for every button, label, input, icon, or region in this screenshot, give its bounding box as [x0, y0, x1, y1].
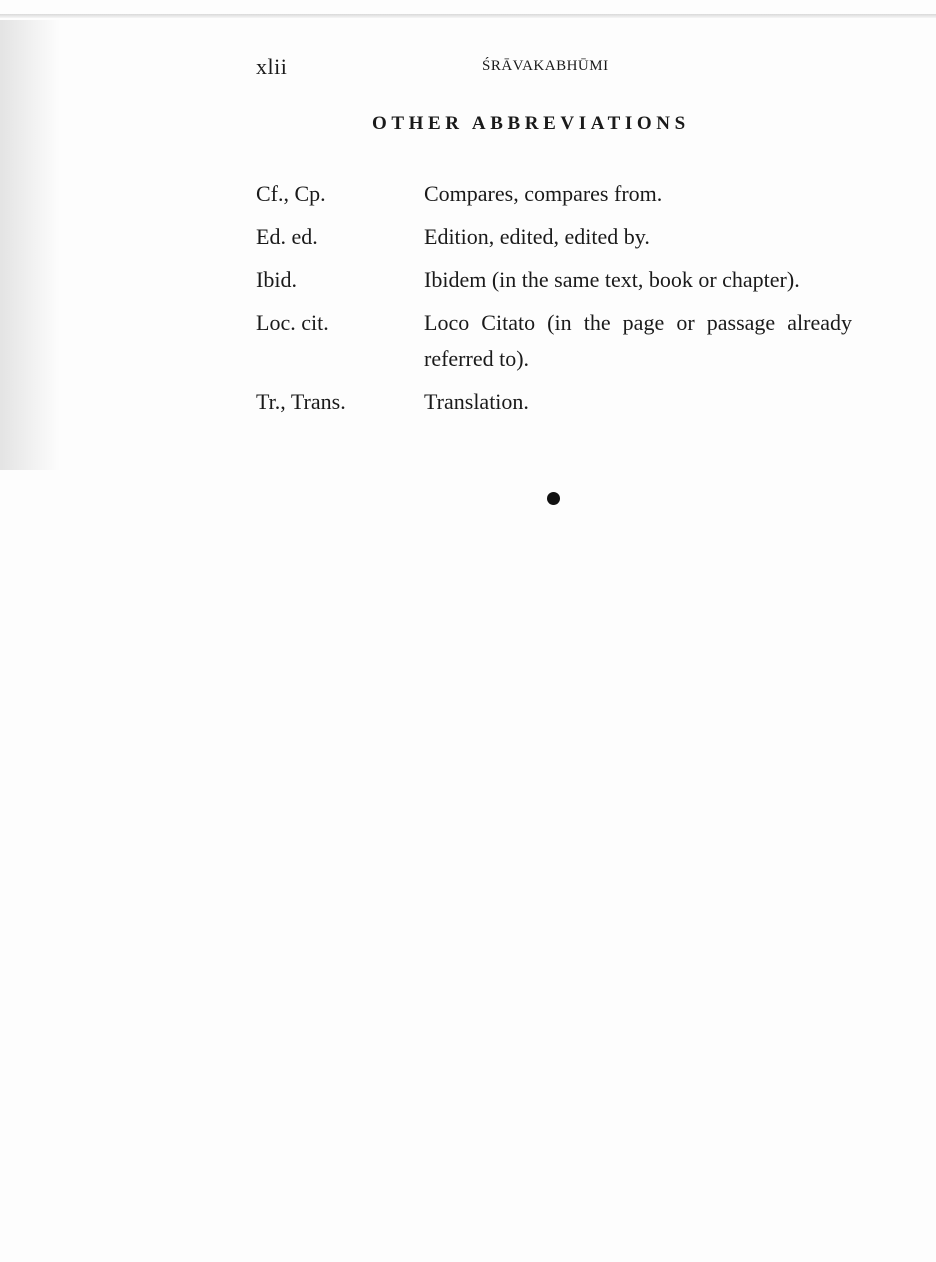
abbreviation-entry: [256, 219, 852, 255]
abbreviation-definition: Edition, edited, edited by.: [424, 224, 650, 249]
abbreviation-definition: Loco Citato (in the page or passage already referred to).: [424, 310, 852, 371]
section-title: OTHER ABBREVIATIONS: [372, 113, 690, 134]
abbreviation-definition: Ibidem (in the same text, book or chapter).: [424, 267, 800, 292]
abbreviation-entry: [256, 384, 852, 420]
scan-binding-shadow: [0, 20, 60, 470]
abbreviation-list: [256, 176, 852, 427]
abbreviation-term: Tr., Trans.: [256, 389, 346, 414]
abbreviation-term: Cf., Cp.: [256, 181, 326, 206]
scan-top-edge: [0, 14, 936, 18]
page-number: xlii: [256, 54, 288, 79]
abbreviation-definition: Translation.: [424, 389, 529, 414]
abbreviation-entry: [256, 176, 852, 212]
abbreviation-term: Ed. ed.: [256, 224, 318, 249]
section-end-bullet: [547, 492, 560, 505]
abbreviation-term: Ibid.: [256, 267, 297, 292]
abbreviation-entry: [256, 262, 852, 298]
abbreviation-entry: [256, 305, 852, 377]
abbreviation-term: Loc. cit.: [256, 310, 329, 335]
abbreviation-definition: Compares, compares from.: [424, 181, 663, 206]
running-head: ŚRĀVAKABHŪMI: [482, 58, 609, 74]
